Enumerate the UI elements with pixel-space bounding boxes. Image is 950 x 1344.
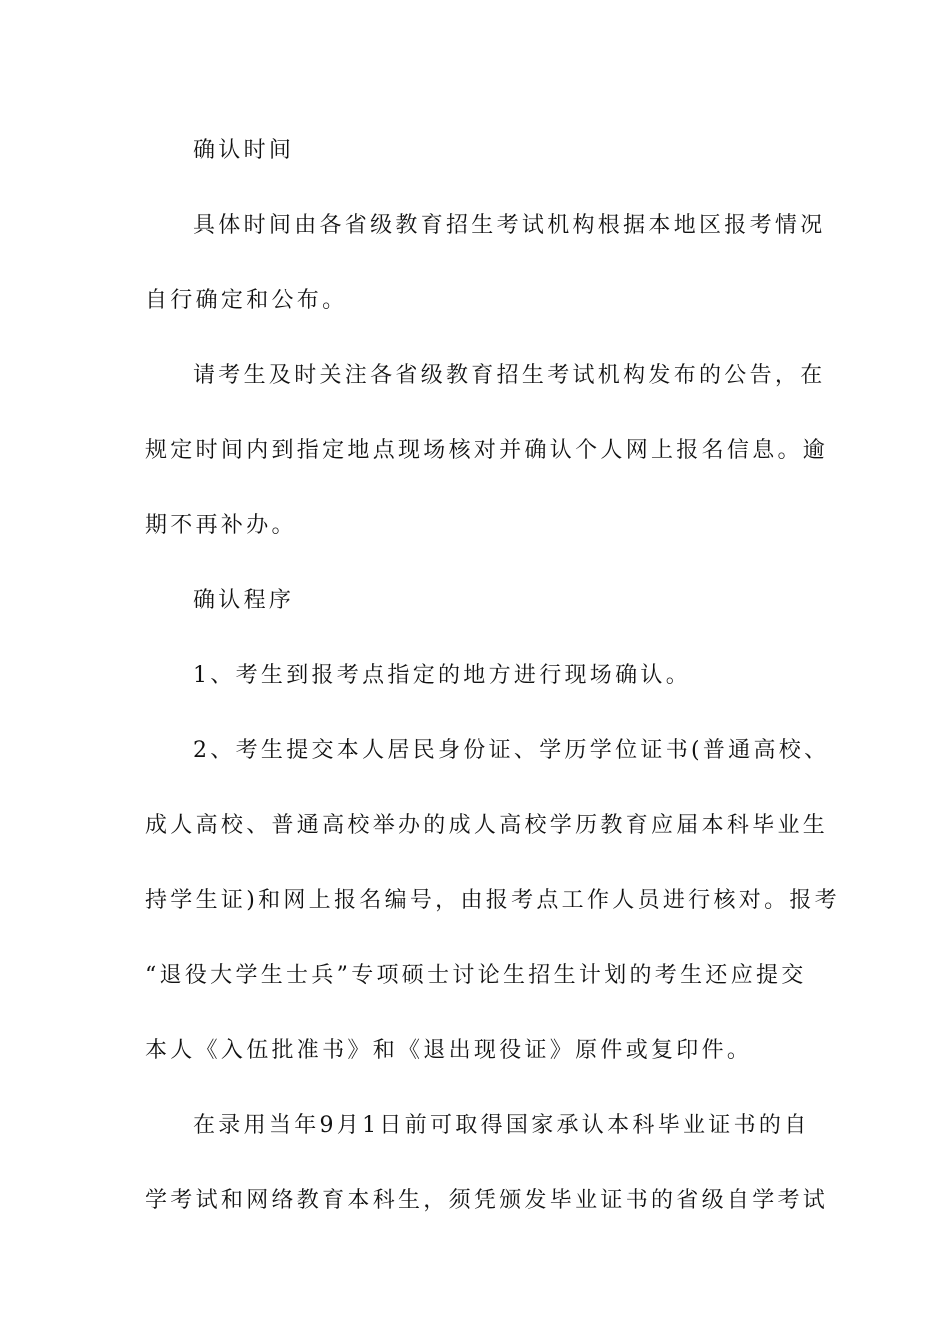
paragraph-line: 持学生证)和网上报名编号，由报考点工作人员进行核对。报考: [145, 888, 840, 913]
list-item-1: 1、考生到报考点指定的地方进行现场确认。: [193, 663, 691, 688]
paragraph-line: 规定时间内到指定地点现场核对并确认个人网上报名信息。逾: [145, 438, 829, 463]
paragraph-line: 在录用当年9月1日前可取得国家承认本科毕业证书的自: [193, 1113, 810, 1138]
section-heading-confirm-procedure: 确认程序: [193, 588, 295, 613]
paragraph-line: “退役大学生士兵”专项硕士讨论生招生计划的考生还应提交: [145, 963, 807, 988]
paragraph-line: 成人高校、普通高校举办的成人高校学历教育应届本科毕业生: [145, 813, 829, 838]
paragraph-line: 学考试和网络教育本科生，须凭颁发毕业证书的省级自学考试: [145, 1188, 829, 1213]
paragraph-line: 期不再补办。: [145, 513, 297, 538]
paragraph-line: 具体时间由各省级教育招生考试机构根据本地区报考情况: [193, 213, 826, 238]
list-item-2: 2、考生提交本人居民身份证、学历学位证书(普通高校、: [193, 738, 830, 763]
section-heading-confirm-time: 确认时间: [193, 138, 295, 163]
paragraph-line: 本人《入伍批准书》和《退出现役证》原件或复印件。: [145, 1038, 753, 1063]
paragraph-line: 自行确定和公布。: [145, 288, 348, 313]
paragraph-line: 请考生及时关注各省级教育招生考试机构发布的公告，在: [193, 363, 826, 388]
